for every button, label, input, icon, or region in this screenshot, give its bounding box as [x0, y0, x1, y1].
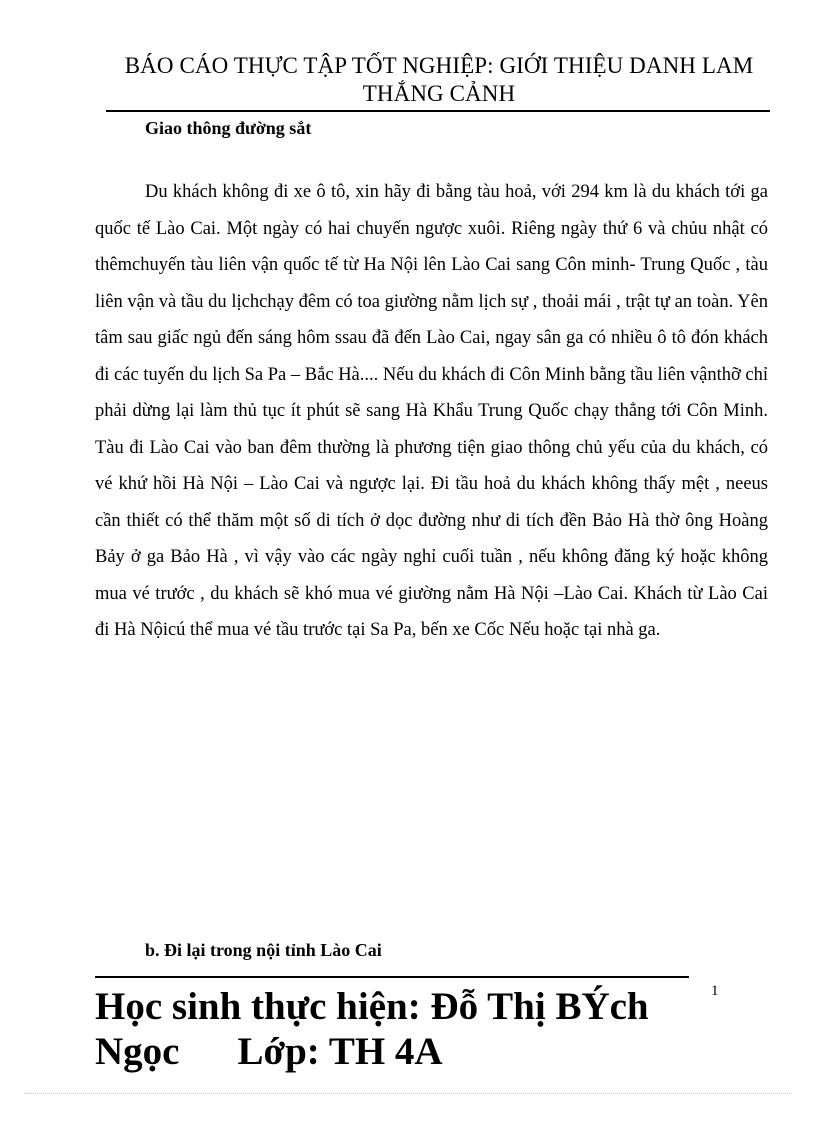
footer-class-label: Lớp: TH 4A	[237, 1030, 443, 1073]
footer-student-line2	[95, 1029, 695, 1074]
subsection-heading: b. Đi lại trong nội tỉnh Lào Cai	[145, 940, 382, 960]
body-paragraph: Du khách không đi xe ô tô, xin hãy đi bằng tàu hoả, với 294 km là du khách tới ga quốc tế Lào Cai. Một ngày có hai chuyến ngược xuôi. Riêng ngày thứ 6 và chủu nhật có thêmchuyến tàu liên vận quốc tế từ Ha Nội lên Lào Cai sang Côn minh- Trung Quốc , tàu liên vận và tầu du lịchchạy đêm có toa giường nằm lịch sự , thoải mái , trật tự an toàn. Yên tâm sau giấc ngủ đến sáng hôm ssau đã đến Lào Cai, ngay sân ga có nhiều ô tô đón khách đi các tuyến du lịch Sa Pa – Bắc Hà.... Nếu du khách đi Côn Minh bằng tầu liên vậnthỡ chỉ phải dừng lại làm thủ tục ít phút sẽ sang Hà Khẩu Trung Quốc chạy thẳng tới Côn Minh. Tàu đi Lào Cai vào ban đêm thường là phương tiện giao thông chủ yếu của du khách, có vé khứ hồi Hà Nội – Lào Cai và ngược lại. Đi tầu hoả du khách không thấy mệt , neeus cần thiết có thể thăm một số di tích ở dọc đường như di tích đền Bảo Hà thờ ông Hoàng Bảy ở ga Bảo Hà , vì vậy vào các ngày nghỉ cuối tuần , nếu không đăng ký hoặc không mua vé trước , du khách sẽ khó mua vé giường nằm Hà Nội –Lào Cai. Khách từ Lào Cai đi Hà Nộicú thể mua vé tầu trước tại Sa Pa, bến xe Cốc Nếu hoặc tại nhà ga.	[95, 182, 768, 640]
page-bottom-dotted-border	[24, 1093, 792, 1094]
footer-student-info	[95, 984, 695, 1074]
header-divider	[106, 110, 770, 112]
header-title-line2: THẮNG CẢNH	[362, 81, 516, 106]
section-heading: Giao thông đường sắt	[145, 118, 312, 138]
document-header-title	[100, 52, 778, 108]
footer-student-name-end: Ngọc	[95, 1030, 180, 1073]
header-title-line1: BÁO CÁO THỰC TẬP TỐT NGHIỆP: GIỚI THIỆU DANH LAM	[124, 53, 754, 78]
footer-student-line1: Học sinh thực hiện: Đỗ Thị BÝch	[95, 985, 649, 1028]
footer-divider	[95, 976, 689, 978]
page-number: 1	[711, 983, 719, 999]
